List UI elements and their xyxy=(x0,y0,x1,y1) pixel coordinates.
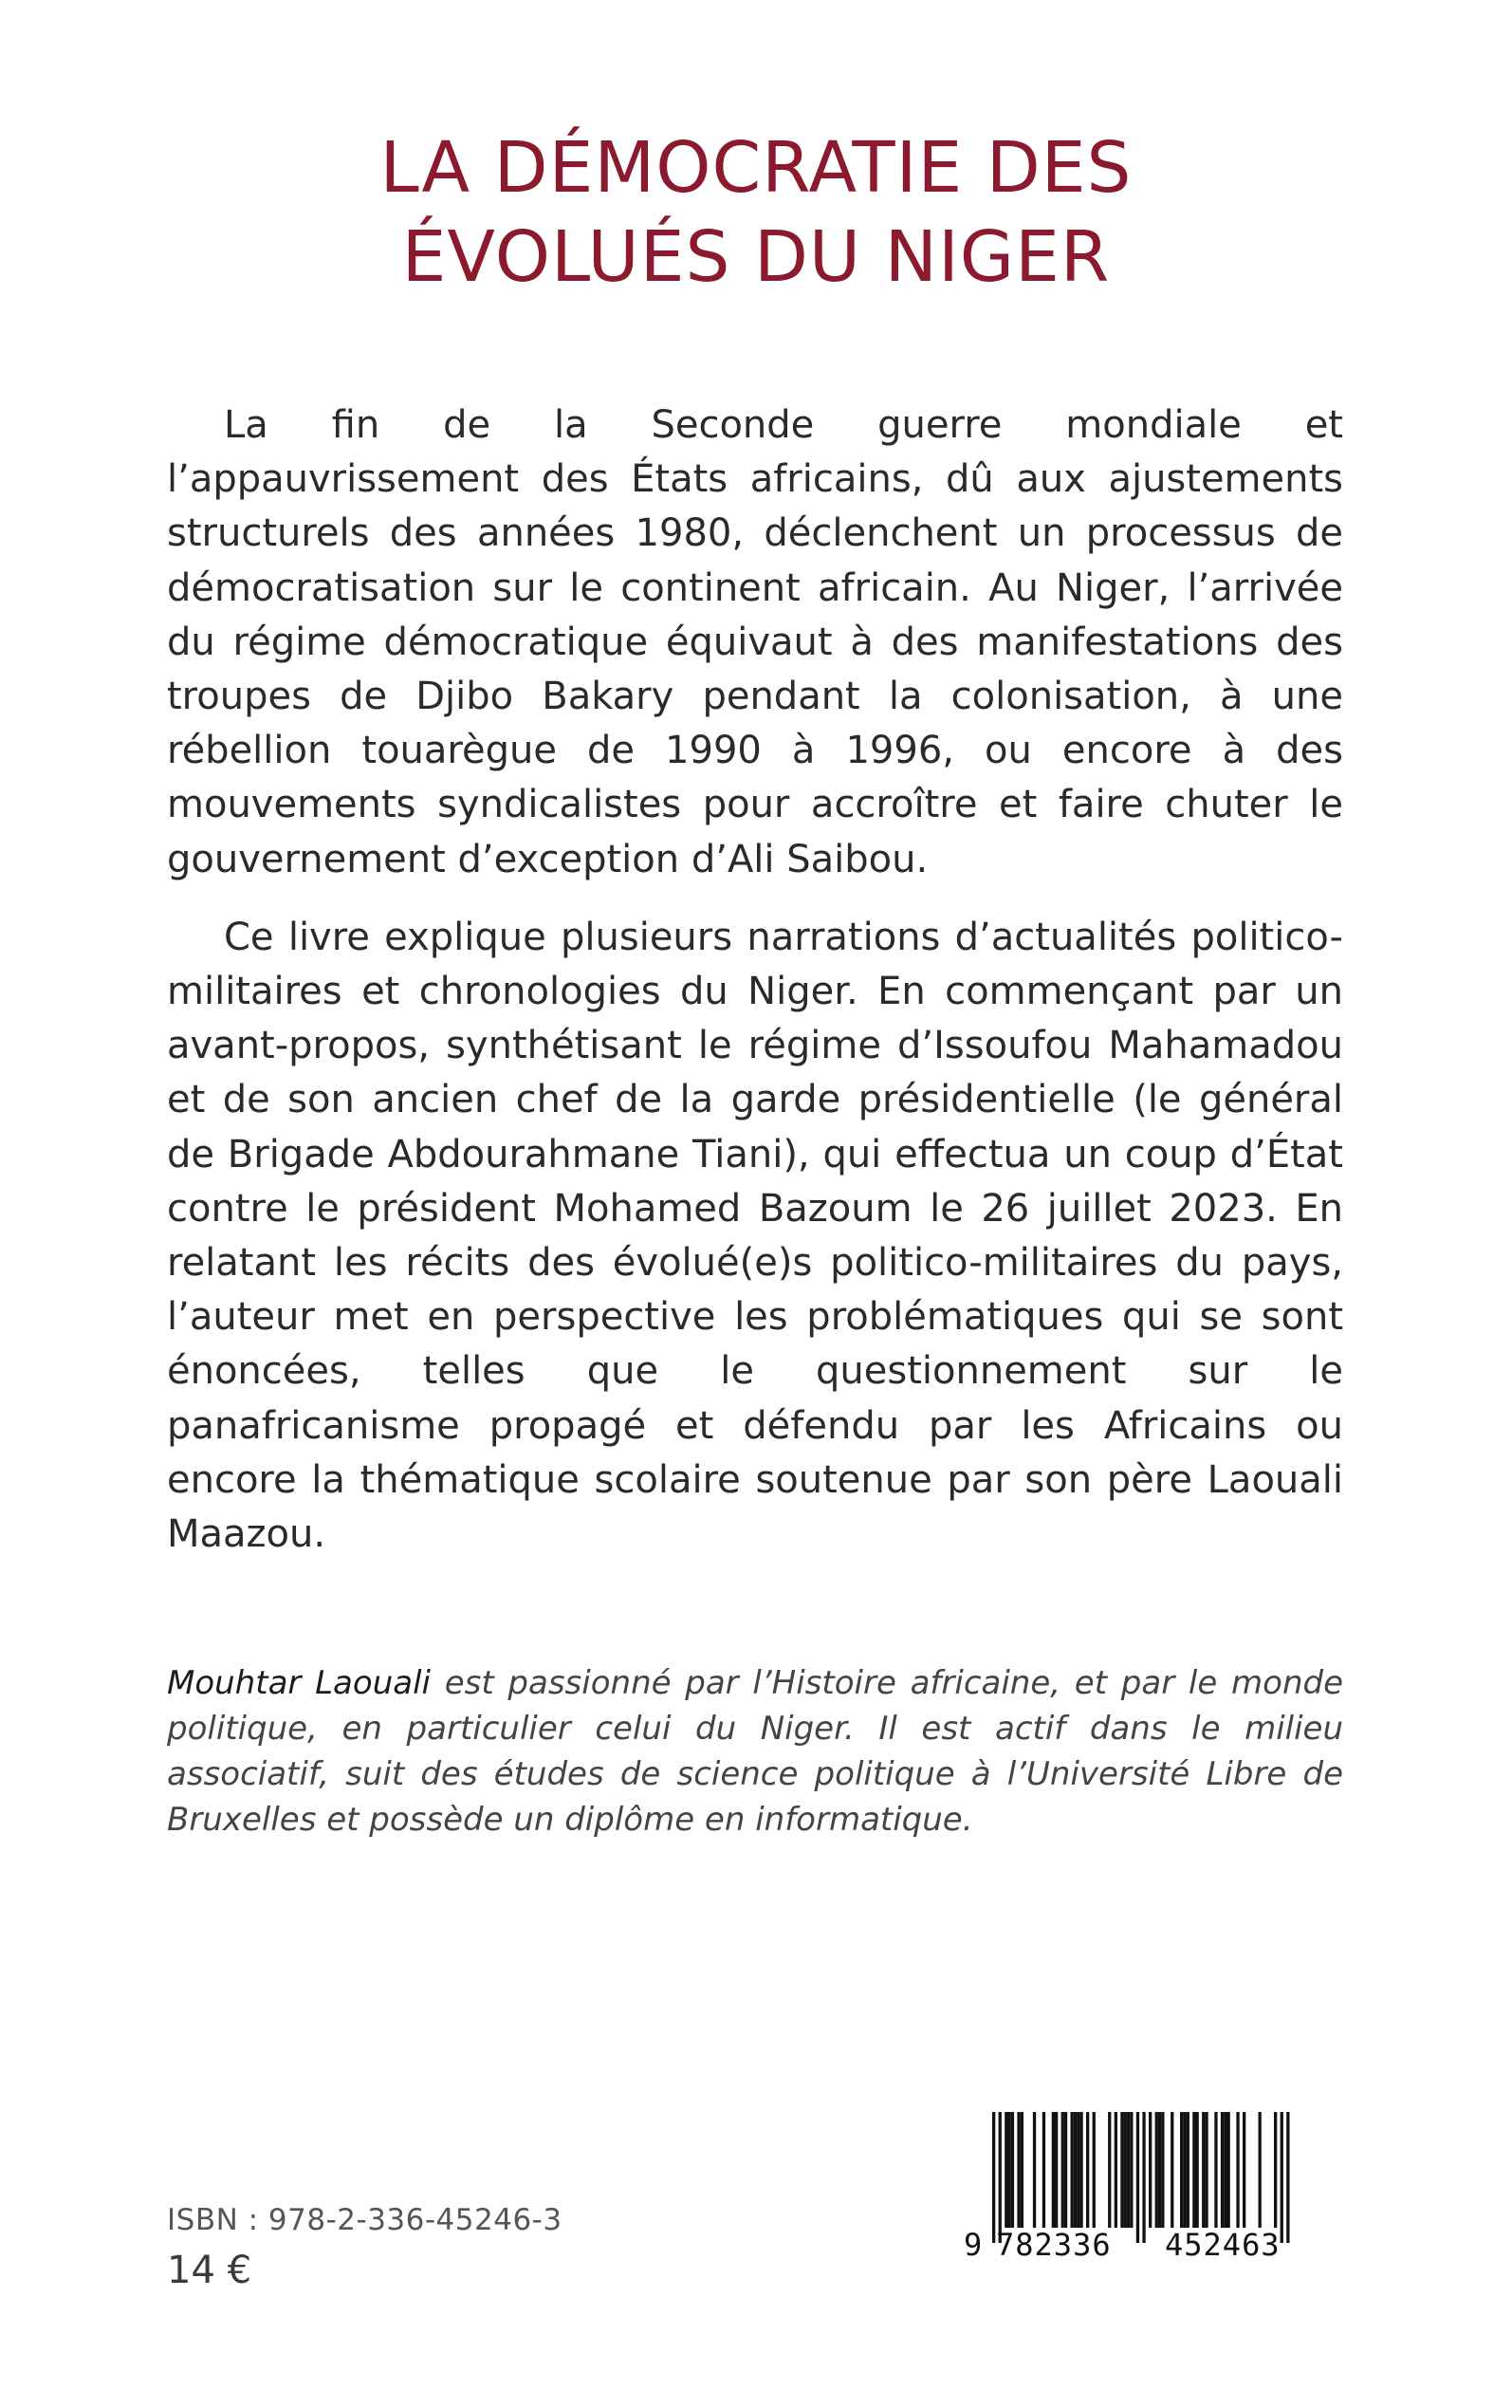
barcode-bar xyxy=(1155,2112,1158,2228)
barcode-bar xyxy=(1243,2112,1245,2228)
barcode-first-digit: 9 xyxy=(964,2227,983,2263)
barcode-bar xyxy=(1224,2112,1226,2228)
barcode-bar xyxy=(1120,2112,1123,2228)
barcode-bar xyxy=(992,2112,995,2243)
barcode-bar xyxy=(1202,2112,1205,2228)
barcode-bar xyxy=(1005,2112,1007,2228)
author-name: Mouhtar Laouali xyxy=(167,1664,431,1702)
barcode-bar xyxy=(1236,2112,1239,2228)
barcode-bar xyxy=(1042,2112,1045,2228)
barcode-bar xyxy=(1281,2112,1283,2243)
barcode-bar xyxy=(1055,2112,1058,2228)
barcode-bar xyxy=(1149,2112,1152,2228)
barcode-right-group: 452463 xyxy=(1165,2227,1281,2263)
barcode-bar xyxy=(1033,2112,1036,2228)
barcode-bar xyxy=(1142,2112,1145,2243)
book-title-line-2: ÉVOLUÉS DU NIGER xyxy=(401,216,1111,298)
barcode-bar xyxy=(1192,2112,1195,2228)
barcode-left-group: 782336 xyxy=(996,2227,1112,2263)
barcode-bar xyxy=(1127,2112,1130,2228)
barcode-bar xyxy=(1158,2112,1161,2228)
price-label: 14 € xyxy=(167,2249,252,2292)
book-title-line-1: LA DÉMOCRATIE DES xyxy=(379,127,1133,209)
synopsis-paragraph-1: La fin de la Seconde guerre mondiale et l’appauvrissement des États africains, dû aux ajustements structurels des années 1980, déclenchent un processus de démocratisation sur le continent africain. Au Niger, l’arrivée du régime démocratique équivaut à des manifestations des troupes de Djibo Bakary pendant la colonisation, à une rébellion touarègue de 1990 à 1996, ou encore à des mouvements syndicalistes pour accroître et faire chuter le gouvernement d’exception d’Ali Saibou. xyxy=(167,403,1343,881)
barcode-bar xyxy=(1221,2112,1224,2228)
barcode-bar xyxy=(1214,2112,1217,2228)
barcode-bar xyxy=(999,2112,1002,2243)
barcode-bar xyxy=(1274,2112,1277,2228)
barcode-bar xyxy=(1196,2112,1199,2228)
barcode-bar xyxy=(1130,2112,1133,2228)
barcode-bar xyxy=(1008,2112,1011,2228)
barcode-bar xyxy=(1093,2112,1096,2228)
barcode-bar xyxy=(1011,2112,1014,2228)
author-bio-text: est passionné par l’Histoire africaine, et par le monde politique, en particulier celui du Niger. Il est actif dans le milieu associatif, suit des études de science politique à l’Université Libre de Bruxelles et possède un diplôme en informatique. xyxy=(167,1664,1344,1839)
book-title xyxy=(0,123,1512,302)
synopsis-paragraph-2: Ce livre explique plusieurs narrations d’actualités politico-militaires et chronologies du Niger. En commençant par un avant-propos, synthétisant le régime d’Issoufou Mahamadou et de son ancien chef de la garde présidentielle (le général de Brigade Abdourahmane Tiani), qui effectua un coup d’État contre le président Mohamed Bazoum le 26 juillet 2023. En relatant les récits des évolué(e)s politico-militaires du pays, l’auteur met en perspective les problématiques qui se sont énoncées, telles que le questionnement sur le panafricanisme propagé et défendu par les Africains ou encore la thématique scolaire soutenue par son père Laouali Maazou. xyxy=(167,915,1343,1557)
barcode-bar xyxy=(1052,2112,1055,2228)
barcode-bar xyxy=(1124,2112,1127,2228)
barcode-bar xyxy=(1071,2112,1074,2228)
barcode-bar xyxy=(1074,2112,1077,2228)
barcode-bar xyxy=(1077,2112,1079,2228)
barcode-bar xyxy=(1259,2112,1262,2228)
barcode-bar xyxy=(1161,2112,1164,2228)
author-bio xyxy=(167,1660,1343,1843)
barcode-bar xyxy=(1115,2112,1117,2228)
synopsis xyxy=(167,398,1343,1562)
barcode-bar xyxy=(1183,2112,1186,2228)
barcode-bar xyxy=(1187,2112,1189,2228)
barcode-bar xyxy=(1227,2112,1230,2228)
barcode-bar xyxy=(1086,2112,1089,2228)
barcode-bar xyxy=(1205,2112,1208,2228)
barcode-bar xyxy=(1021,2112,1023,2228)
barcode-bar xyxy=(1079,2112,1082,2228)
barcode-bar xyxy=(1064,2112,1067,2228)
barcode-bar xyxy=(1136,2112,1139,2243)
barcode-bar xyxy=(1017,2112,1020,2228)
barcode-bar xyxy=(1171,2112,1173,2228)
barcode-bar xyxy=(1061,2112,1064,2228)
barcode-bar xyxy=(1108,2112,1111,2228)
barcode-digits xyxy=(964,2227,1334,2265)
barcode-bar xyxy=(1180,2112,1183,2228)
isbn-number: ISBN : 978-2-336-45246-3 xyxy=(167,2203,562,2237)
barcode-bar xyxy=(1286,2112,1289,2243)
